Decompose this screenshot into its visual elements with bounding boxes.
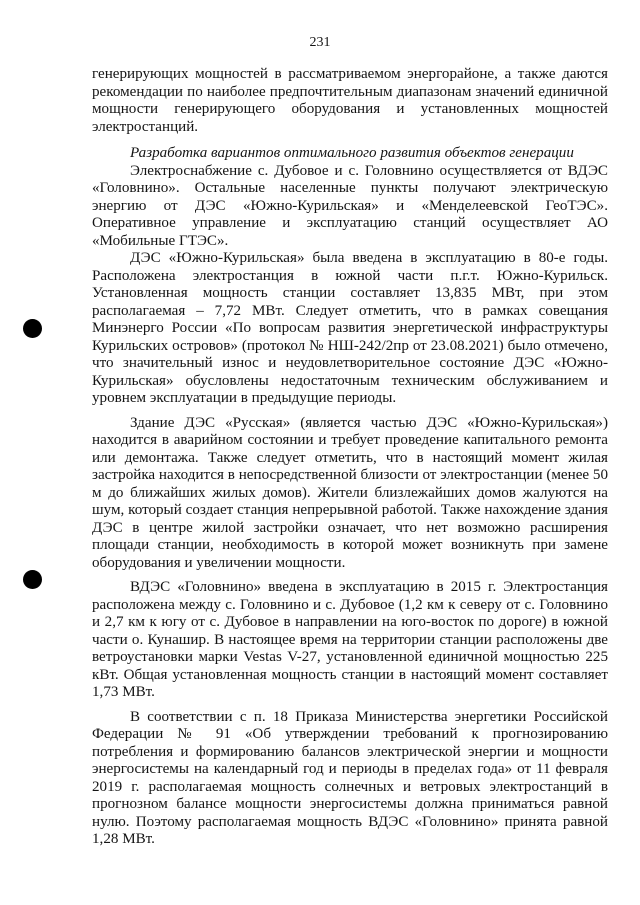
section-heading: Разработка вариантов оптимального развития объектов генерации [130, 145, 574, 161]
paragraph-yuzhno-kurilskaya: ДЭС «Южно-Курильская» была введена в эксплуатацию в 80-е годы. Расположена электростанция в южной части п.г.т. Южно-Курильск. Установленная мощность станции составляет 13,835 МВт, при этом располагаемая – 7,72 МВт. Следует отметить, что в рамках совещания Минэнерго России «По вопросам развития энергетической инфраструктуры Курильских островов» (протокол № НШ-242/2пр от 23.08.2021) было отмечено, что значительный износ и неудовлетворительное состояние ДЭС «Южно-Курильская» обусловлены недостаточным техническим обслуживанием и уровнем эксплуатации в предыдущие периоды. [92, 250, 608, 406]
paragraph-power-supply: Электроснабжение с. Дубовое и с. Головнино осуществляется от ВДЭС «Головнино». Остальные населенные пункты получают электрическую энергию от ДЭС «Южно-Курильская» и «Менделеевской ГеоТЭС». Оперативное управление и эксплуатацию станций осуществляет АО «Мобильные ГТЭС». [92, 162, 608, 249]
paragraph-russkaya: Здание ДЭС «Русская» (является частью ДЭС «Южно-Курильская») находится в аварийном состоянии и требует проведение капитального ремонта или демонтажа. Также следует отметить, что в настоящий момент жилая застройка находится в непосредственной близости от электростанции (менее 50 м до ближайших жилых домов). Жители близлежайших домов жалуются на шум, который создает станция непрерывной работой. Также нахождение здания ДЭС в центре жилой застройки означает, что нет возможно расширения площади станции, необходимость в которой может возникнуть при замене оборудования и увеличении мощности. [92, 414, 608, 571]
paragraph-continuation: генерирующих мощностей в рассматриваемом энергорайоне, а также даются рекомендации по наиболее предпочтительным диапазонам значений единичной мощности генерирующего оборудования и установленных мощностей электростанций. [92, 66, 608, 135]
document-body [92, 66, 608, 849]
punch-hole-top [23, 319, 42, 338]
page-number: 231 [309, 35, 331, 50]
paragraph-order-91: В соответствии с п. 18 Приказа Министерства энергетики Российской Федерации № 91 «Об утверждении требований к прогнозированию потребления и формированию балансов электрической энергии и мощности энергосистемы на календарный год и периоды в пределах года» от 11 февраля 2019 г. располагаемая мощность солнечных и ветровых электростанций в прогнозном балансе мощности энергосистемы должна приниматься равной нулю. Поэтому располагаемая мощность ВДЭС «Головнино» принята равной 1,28 МВт. [92, 708, 608, 847]
punch-hole-bottom [23, 570, 42, 589]
paragraph-golovnino: ВДЭС «Головнино» введена в эксплуатацию в 2015 г. Электростанция расположена между с. Головнино и с. Дубовое (1,2 км к северу от с. Головнино и 2,7 км к югу от с. Дубовое в направлении на юго-восток по дороге) в южной части о. Кунашир. В настоящее время на территории станции расположены две ветроустановки марки Vestas V-27, установленной единичной мощностью 225 кВт. Общая установленная мощность станции в настоящий момент составляет 1,73 МВт. [92, 579, 608, 700]
